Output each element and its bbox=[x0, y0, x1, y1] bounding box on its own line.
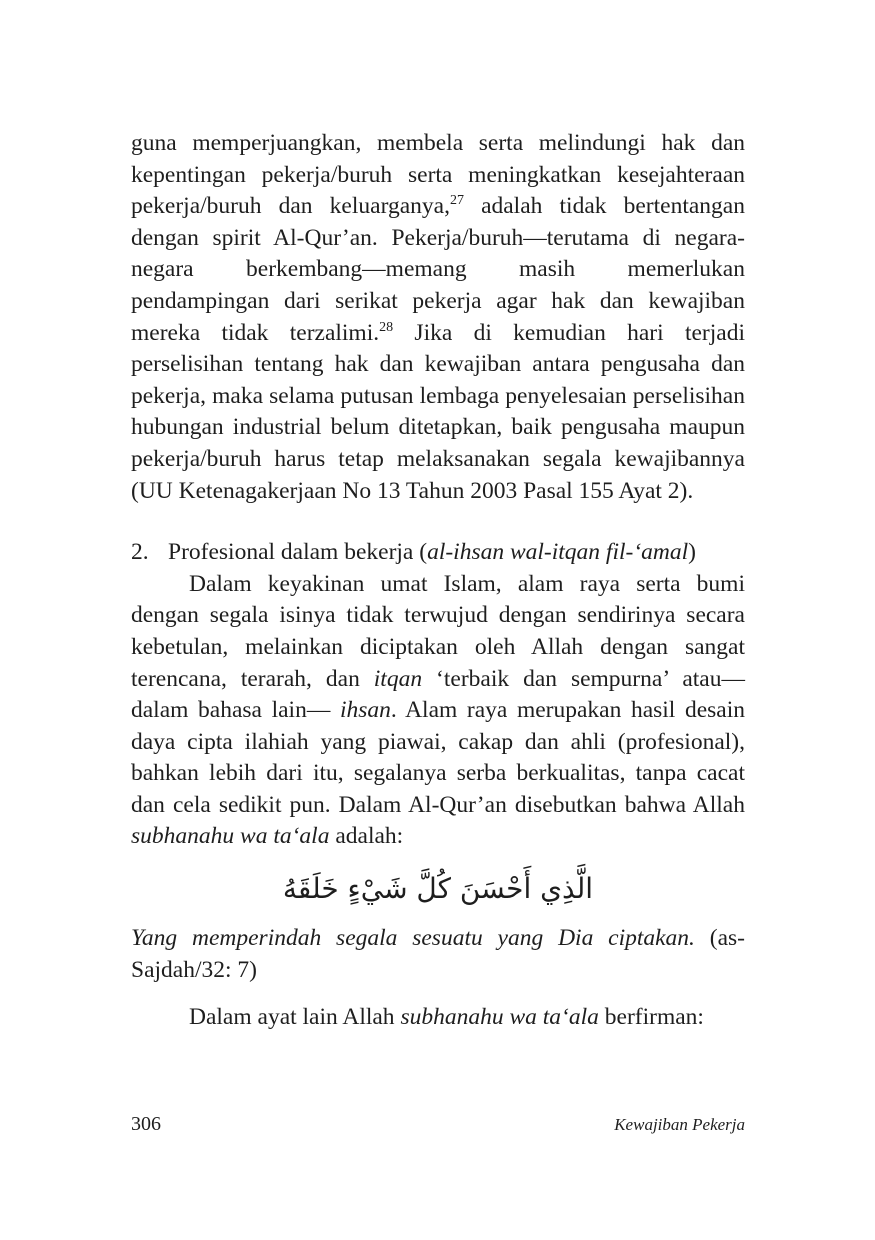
paragraph-text: Dalam ayat lain Allah bbox=[189, 1004, 401, 1031]
paragraph-text: adalah tidak bertentangan dengan spirit Al-Qur’an. Pekerja/buruh—terutama di negara-negara berkembang—memang masih memerlukan pendampingan dari serikat pekerja agar hak dan kewajiban mereka tidak terzalimi. bbox=[131, 193, 745, 346]
section-heading bbox=[131, 537, 745, 569]
footnote-ref-28[interactable]: 28 bbox=[379, 319, 394, 335]
paragraph-text: adalah: bbox=[329, 823, 404, 850]
term-itqan: itqan bbox=[373, 665, 423, 692]
paragraph-text: Jika di kemudian hari terjadi perselisihan tentang hak dan kewajiban antara pengusaha dan pekerja, maka selama putusan lembaga penyelesaian perselisihan hubungan industrial belum ditetapkan, baik pengusaha maupun pekerja/buruh harus tetap melaksanakan segala kewajibannya (UU Ketenagakerjaan No 13 Tahun 2003 Pasal 155 Ayat 2). bbox=[131, 319, 745, 504]
paragraph-text: guna memperjuangkan, membela serta melindungi hak dan kepentingan pekerja/buruh serta meningkatkan kesejahteraan pekerja/buruh dan keluarganya, bbox=[131, 130, 745, 220]
page-number: 306 bbox=[131, 1113, 161, 1135]
verse-reference: (as-Sajdah/32: 7) bbox=[131, 925, 745, 983]
paragraph-text: berfirman: bbox=[598, 1004, 704, 1031]
section-title-text: Profesional dalam bekerja ( bbox=[168, 539, 428, 566]
verse-translation bbox=[131, 923, 745, 986]
page-footer bbox=[131, 1113, 745, 1136]
paragraph-text: . Alam raya merupakan hasil desain daya cipta ilahiah yang piawai, cakap dan ahli (profesional), bahkan lebih dari itu, segalanya serba berkualitas, tanpa cacat dan cela sedikit pun. Dalam Al-Qur’an disebutkan bahwa Allah bbox=[131, 697, 745, 818]
running-title: Kewajiban Pekerja bbox=[614, 1115, 745, 1134]
footnote-ref-27[interactable]: 27 bbox=[449, 193, 464, 209]
paragraph-1 bbox=[131, 128, 745, 507]
section-title-end: ) bbox=[688, 539, 696, 566]
arabic-verse: الَّذِي أَحْسَنَ كُلَّ شَيْءٍ خَلَقَهُ bbox=[282, 872, 594, 906]
section-number: 2. bbox=[131, 539, 149, 566]
term-ihsan: ihsan bbox=[339, 697, 391, 724]
translation-text: Yang memperindah segala sesuatu yang Dia ciptakan. bbox=[131, 925, 695, 952]
term-subhanahu: subhanahu wa ta‘ala bbox=[400, 1004, 599, 1031]
section-title bbox=[168, 537, 696, 569]
paragraph-3 bbox=[131, 1002, 745, 1034]
term-subhanahu: subhanahu wa ta‘ala bbox=[131, 823, 330, 850]
paragraph-text: Dalam keyakinan umat Islam, alam raya serta bumi dengan segala isinya tidak terwujud dengan sendirinya secara kebetulan, melainkan diciptakan oleh Allah dengan sangat terencana, terarah, dan bbox=[131, 570, 745, 692]
paragraph-2 bbox=[131, 569, 745, 853]
section-title-italic: al-ihsan wal-itqan fil-‘amal bbox=[427, 539, 689, 566]
paragraph-text: ‘terbaik dan sempurna’ atau—dalam bahasa lain— bbox=[131, 665, 745, 724]
body-text bbox=[131, 128, 745, 1034]
